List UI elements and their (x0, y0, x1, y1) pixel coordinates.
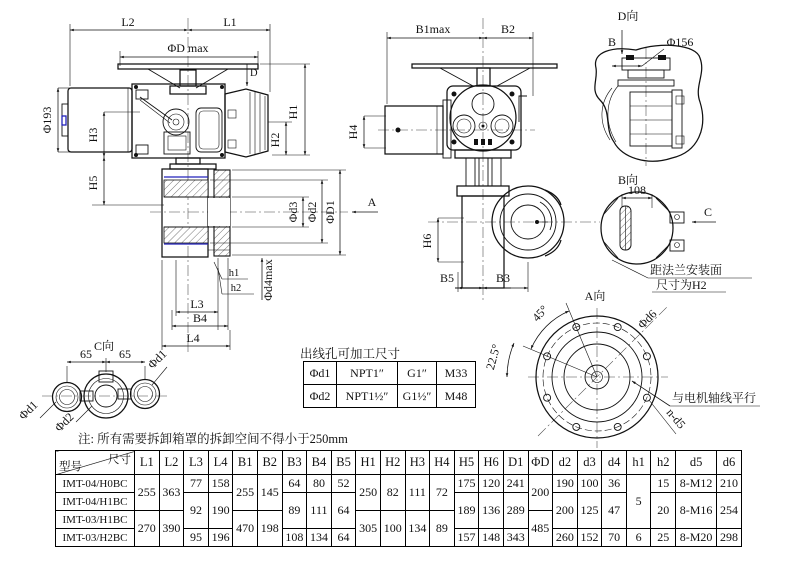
dim-n-d5: n-d5 (663, 405, 689, 432)
cell-d6: 254 (717, 493, 742, 529)
dim-h4: H4 (346, 124, 360, 140)
cell-d5: 8-M12 (676, 475, 717, 493)
dimension-table (55, 450, 742, 547)
cell-L3: 95 (184, 529, 209, 547)
d-view (595, 9, 703, 166)
col-header-L1: L1 (135, 451, 160, 475)
cell-h2: 15 (651, 475, 676, 493)
knob-left (453, 115, 475, 137)
c-view-title: C向 (93, 339, 115, 353)
conduit-cell-0-2: G1″ (398, 362, 437, 385)
col-header-B3: B3 (282, 451, 307, 475)
corner-label-model: 型号 (59, 461, 82, 473)
d-arrow-label: D (250, 68, 258, 79)
dim-22-5deg: 22.5° (483, 342, 504, 372)
cell-H6: 148 (479, 529, 504, 547)
a-arrow-label: A (367, 195, 377, 209)
col-header-B2: B2 (257, 451, 282, 475)
col-header-D1: D1 (503, 451, 528, 475)
table-row (56, 475, 742, 493)
dim-phid1-top: Φd1 (144, 346, 170, 372)
dim-b4: B4 (192, 311, 208, 325)
dim-65-left: 65 (80, 347, 92, 361)
dim-h1: H1 (286, 104, 300, 120)
cell-d4: 47 (602, 493, 627, 529)
cell-h1: 6 (626, 529, 651, 547)
cell-B1: 470 (233, 511, 258, 547)
dim-h5: H5 (86, 175, 100, 191)
col-header-L4: L4 (208, 451, 233, 475)
b-view-flange (601, 192, 673, 264)
c-view (16, 339, 170, 434)
cell-L3: 77 (184, 475, 209, 493)
col-header-ΦD: ΦD (528, 451, 553, 475)
table-corner-cell (56, 451, 135, 475)
side-view (40, 15, 378, 352)
cell-B4: 111 (307, 493, 332, 529)
partial-view-boundary (595, 45, 703, 161)
cell-ΦD: 200 (528, 475, 553, 511)
cell-H6: 120 (479, 475, 504, 493)
dim-phiD1: ΦD1 (323, 200, 337, 224)
cell-h1: 5 (626, 475, 651, 529)
b-view-title: B向 (617, 173, 639, 187)
front-view (346, 18, 600, 300)
knob-right (491, 115, 513, 137)
conduit-row (304, 362, 476, 385)
cell-H1: 305 (356, 511, 381, 547)
cell-h2: 20 (651, 493, 676, 529)
cell-h2: 25 (651, 529, 676, 547)
col-header-L3: L3 (184, 451, 209, 475)
cell-L2: 363 (159, 475, 184, 511)
cell-B5: 64 (331, 493, 356, 529)
cell-d5: 8-M16 (676, 493, 717, 529)
col-header-L2: L2 (159, 451, 184, 475)
cell-d2: 200 (553, 493, 578, 529)
gearbox (132, 84, 225, 158)
dim-l2: L2 (121, 15, 135, 29)
cell-H3: 111 (405, 475, 430, 511)
dim-l1: L1 (223, 15, 237, 29)
c-arrow-label: C (703, 205, 713, 219)
motor-axis-note: 与电机轴线平行 (672, 391, 757, 405)
conduit-cell-1-1: NPT1½″ (337, 385, 398, 408)
conduit-table-title: 出线孔可加工尺寸 (300, 347, 401, 361)
conduit-cell-1-3: M48 (437, 385, 476, 408)
col-header-H5: H5 (454, 451, 479, 475)
dim-phid2-c: Φd2 (51, 409, 77, 435)
cell-d3: 100 (577, 475, 602, 493)
conduit-cell-0-0: Φd1 (304, 362, 337, 385)
cell-L1: 270 (135, 511, 160, 547)
col-header-B1: B1 (233, 451, 258, 475)
model-cell: IMT-03/H2BC (56, 529, 135, 547)
conduit-cell-1-0: Φd2 (304, 385, 337, 408)
dim-phi-d-max: ΦD max (167, 41, 209, 55)
col-header-H2: H2 (380, 451, 405, 475)
b-arrow-label: B (607, 35, 617, 49)
cell-H5: 157 (454, 529, 479, 547)
dim-l4: L4 (186, 331, 200, 345)
conduit-right (131, 380, 160, 409)
dim-phid1-bottom: Φd1 (15, 397, 41, 423)
cell-d2: 190 (553, 475, 578, 493)
conduit-cell-0-3: M33 (437, 362, 476, 385)
cell-D1: 343 (503, 529, 528, 547)
cell-d4: 36 (602, 475, 627, 493)
col-header-d3: d3 (577, 451, 602, 475)
col-header-H1: H1 (356, 451, 381, 475)
col-header-H4: H4 (430, 451, 455, 475)
dim-65-right: 65 (119, 347, 131, 361)
cell-H3: 134 (405, 511, 430, 547)
col-header-d6: d6 (717, 451, 742, 475)
cell-H6: 136 (479, 493, 504, 529)
col-header-d5: d5 (676, 451, 717, 475)
col-header-d4: d4 (602, 451, 627, 475)
dim-h6: H6 (420, 233, 434, 249)
model-cell: IMT-04/H0BC (56, 475, 135, 493)
b-view (601, 173, 752, 292)
dim-h1-small: h1 (228, 268, 240, 279)
cell-d4: 70 (602, 529, 627, 547)
motor-side (68, 88, 132, 152)
cell-L4: 196 (208, 529, 233, 547)
cell-d3: 152 (577, 529, 602, 547)
flange-note-line1: 距法兰安装面 (650, 263, 723, 277)
cell-B2: 198 (257, 511, 282, 547)
corner-label-size: 尺寸 (108, 454, 131, 466)
d-view-title: D向 (617, 9, 639, 23)
col-header-B5: B5 (331, 451, 356, 475)
dim-phi156: Φ156 (666, 35, 694, 49)
cell-H5: 189 (454, 493, 479, 529)
dim-phid4max: Φd4max (261, 259, 275, 301)
conduit-left (53, 383, 82, 412)
dim-b3: B3 (495, 271, 511, 285)
cell-B5: 64 (331, 529, 356, 547)
dim-l3: L3 (190, 297, 204, 311)
model-cell: IMT-03/H1BC (56, 511, 135, 529)
col-header-H6: H6 (479, 451, 504, 475)
dim-b1max: B1max (415, 22, 451, 36)
col-header-h2: h2 (651, 451, 676, 475)
conduit-cell-0-1: NPT1″ (337, 362, 398, 385)
cell-D1: 241 (503, 475, 528, 493)
cell-H1: 250 (356, 475, 381, 511)
cell-B3: 64 (282, 475, 307, 493)
dim-108: 108 (628, 183, 646, 197)
cell-d3: 125 (577, 493, 602, 529)
cell-d6: 210 (717, 475, 742, 493)
conduit-table (303, 361, 476, 408)
cell-H4: 89 (430, 511, 455, 547)
cell-H2: 82 (380, 475, 405, 511)
cell-B4: 80 (307, 475, 332, 493)
cell-H2: 100 (380, 511, 405, 547)
cell-L1: 255 (135, 475, 160, 511)
cell-d6: 298 (717, 529, 742, 547)
terminal-cover (225, 89, 268, 157)
a-view-title: A向 (584, 289, 606, 303)
cell-d2: 260 (553, 529, 578, 547)
cell-B1: 255 (233, 475, 258, 511)
col-header-h1: h1 (626, 451, 651, 475)
cell-L4: 158 (208, 475, 233, 493)
dim-phid2: Φd2 (305, 201, 319, 223)
conduit-cell-1-2: G1½″ (398, 385, 437, 408)
dim-h2: H2 (268, 132, 282, 148)
cell-B4: 134 (307, 529, 332, 547)
dim-h3: H3 (86, 127, 100, 143)
model-cell: IMT-04/H1BC (56, 493, 135, 511)
cell-L4: 190 (208, 493, 233, 529)
cell-B3: 89 (282, 493, 307, 529)
dim-phi193: Φ193 (40, 106, 54, 134)
dim-phid3: Φd3 (286, 201, 300, 223)
dim-phid6: Φd6 (634, 306, 660, 332)
dim-h2-small: h2 (230, 283, 242, 294)
col-header-d2: d2 (553, 451, 578, 475)
flange-note-line2: 尺寸为H2 (656, 278, 707, 292)
cell-d5: 8-M20 (676, 529, 717, 547)
col-header-H3: H3 (405, 451, 430, 475)
cell-D1: 289 (503, 493, 528, 529)
col-header-B4: B4 (307, 451, 332, 475)
cell-H5: 175 (454, 475, 479, 493)
cell-B3: 108 (282, 529, 307, 547)
dim-b5: B5 (439, 271, 455, 285)
cell-H4: 72 (430, 475, 455, 511)
dim-45deg: 45° (529, 302, 551, 325)
note-text: 注: 所有需要拆卸箱罩的拆卸空间不得小于250mm (78, 432, 348, 446)
conduit-row (304, 385, 476, 408)
cell-B2: 145 (257, 475, 282, 511)
cell-B5: 52 (331, 475, 356, 493)
a-view (483, 289, 760, 448)
cell-L2: 390 (159, 511, 184, 547)
dim-b2: B2 (500, 22, 516, 36)
cell-ΦD: 485 (528, 511, 553, 547)
cell-L3: 92 (184, 493, 209, 529)
